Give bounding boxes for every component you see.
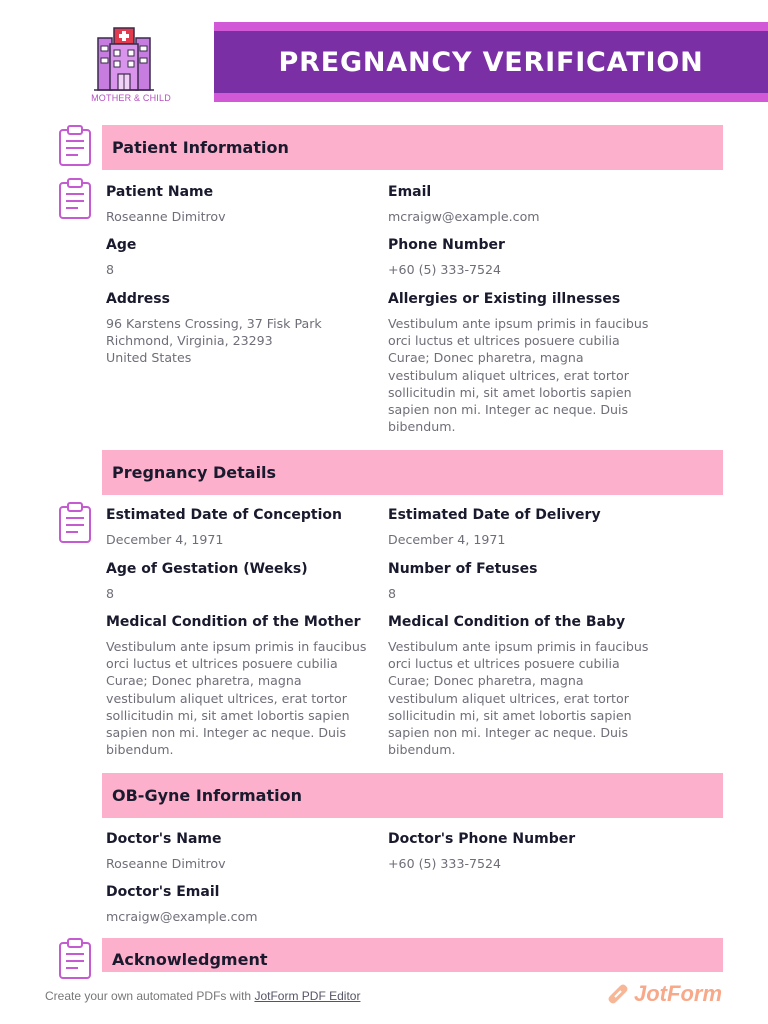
field-gestation [106,561,384,602]
field-value: 8 [388,586,397,601]
field-value: +60 (5) 333-7524 [388,262,502,277]
field-label: Patient Name [106,184,214,200]
jotform-brand[interactable] [606,980,722,1008]
clipboard-icon [58,125,92,167]
field-value: December 4, 1971 [388,532,506,547]
field-value: December 4, 1971 [106,532,224,547]
field-label: Doctor's Phone Number [388,831,576,847]
field-label: Doctor's Email [106,884,220,900]
field-label: Estimated Date of Delivery [388,507,601,523]
field-doctor-name [106,831,381,872]
field-allergies [388,291,688,435]
section-header-patient: Patient Information [102,125,723,170]
field-label: Doctor's Name [106,831,222,847]
jotform-brand-text: JotForm [634,981,722,1006]
field-doctor-email [106,884,381,925]
section-header-obgyne: OB-Gyne Information [102,773,723,818]
field-mother-condition [106,614,384,758]
jotform-pdf-editor-link[interactable]: JotForm PDF Editor [254,989,361,1003]
section-header-acknowledgment: Acknowledgment [102,938,723,972]
field-conception-date [106,507,384,548]
footer-prefix: Create your own automated PDFs with [45,989,255,1003]
logo-caption: MOTHER & CHILD [91,93,171,103]
field-value: Vestibulum ante ipsum primis in faucibus orci luctus et ultrices posuere cubilia Curae; Donec pharetra, magna vestibulum aliquet ultrices, erat tortor sollicitudin mi, sit amet lobortis sapien sapien non mi. Integer ac neque. Duis bibendum. [106,639,367,758]
field-label: Allergies or Existing illnesses [388,291,621,307]
field-doctor-phone [388,831,688,872]
title-accent-bottom [214,93,768,102]
field-label: Estimated Date of Conception [106,507,342,523]
clipboard-icon [58,938,92,980]
field-label: Number of Fetuses [388,561,538,577]
field-value: Roseanne Dimitrov [106,856,226,871]
field-value: mcraigw@example.com [388,209,540,224]
field-baby-condition [388,614,688,758]
clipboard-icon [58,178,92,220]
field-email [388,184,688,225]
field-value: 8 [106,262,115,277]
field-label: Medical Condition of the Baby [388,614,626,630]
field-label: Phone Number [388,237,505,253]
field-value: +60 (5) 333-7524 [388,856,502,871]
field-label: Age of Gestation (Weeks) [106,561,308,577]
page-title: PREGNANCY VERIFICATION [214,31,768,93]
field-value: Vestibulum ante ipsum primis in faucibus orci luctus et ultrices posuere cubilia Curae; Donec pharetra, magna vestibulum aliquet ultrices, erat tortor sollicitudin mi, sit amet lobortis sapien sapien non mi. Integer ac neque. Duis bibendum. [388,639,649,758]
field-patient-name [106,184,381,225]
field-label: Medical Condition of the Mother [106,614,361,630]
field-label: Age [106,237,137,253]
field-value: 96 Karstens Crossing, 37 Fisk Park Richmond, Virginia, 23293 United States [106,316,322,366]
field-label: Email [388,184,432,200]
field-fetuses [388,561,688,602]
field-label: Address [106,291,170,307]
field-value: 8 [106,586,115,601]
jotform-logo-icon [606,982,630,1006]
title-accent-top [214,22,768,31]
field-address [106,291,381,367]
field-delivery-date [388,507,688,548]
field-phone [388,237,688,278]
footer-note [45,989,360,1003]
clipboard-icon [58,502,92,544]
section-header-pregnancy: Pregnancy Details [102,450,723,495]
field-value: Vestibulum ante ipsum primis in faucibus orci luctus et ultrices posuere cubilia Curae; Donec pharetra, magna vestibulum aliquet ultrices, erat tortor sollicitudin mi, sit amet lobortis sapien sapien non mi. Integer ac neque. Duis bibendum. [388,316,649,435]
field-value: mcraigw@example.com [106,909,258,924]
title-banner [214,22,768,102]
field-value: Roseanne Dimitrov [106,209,226,224]
field-age [106,237,381,278]
